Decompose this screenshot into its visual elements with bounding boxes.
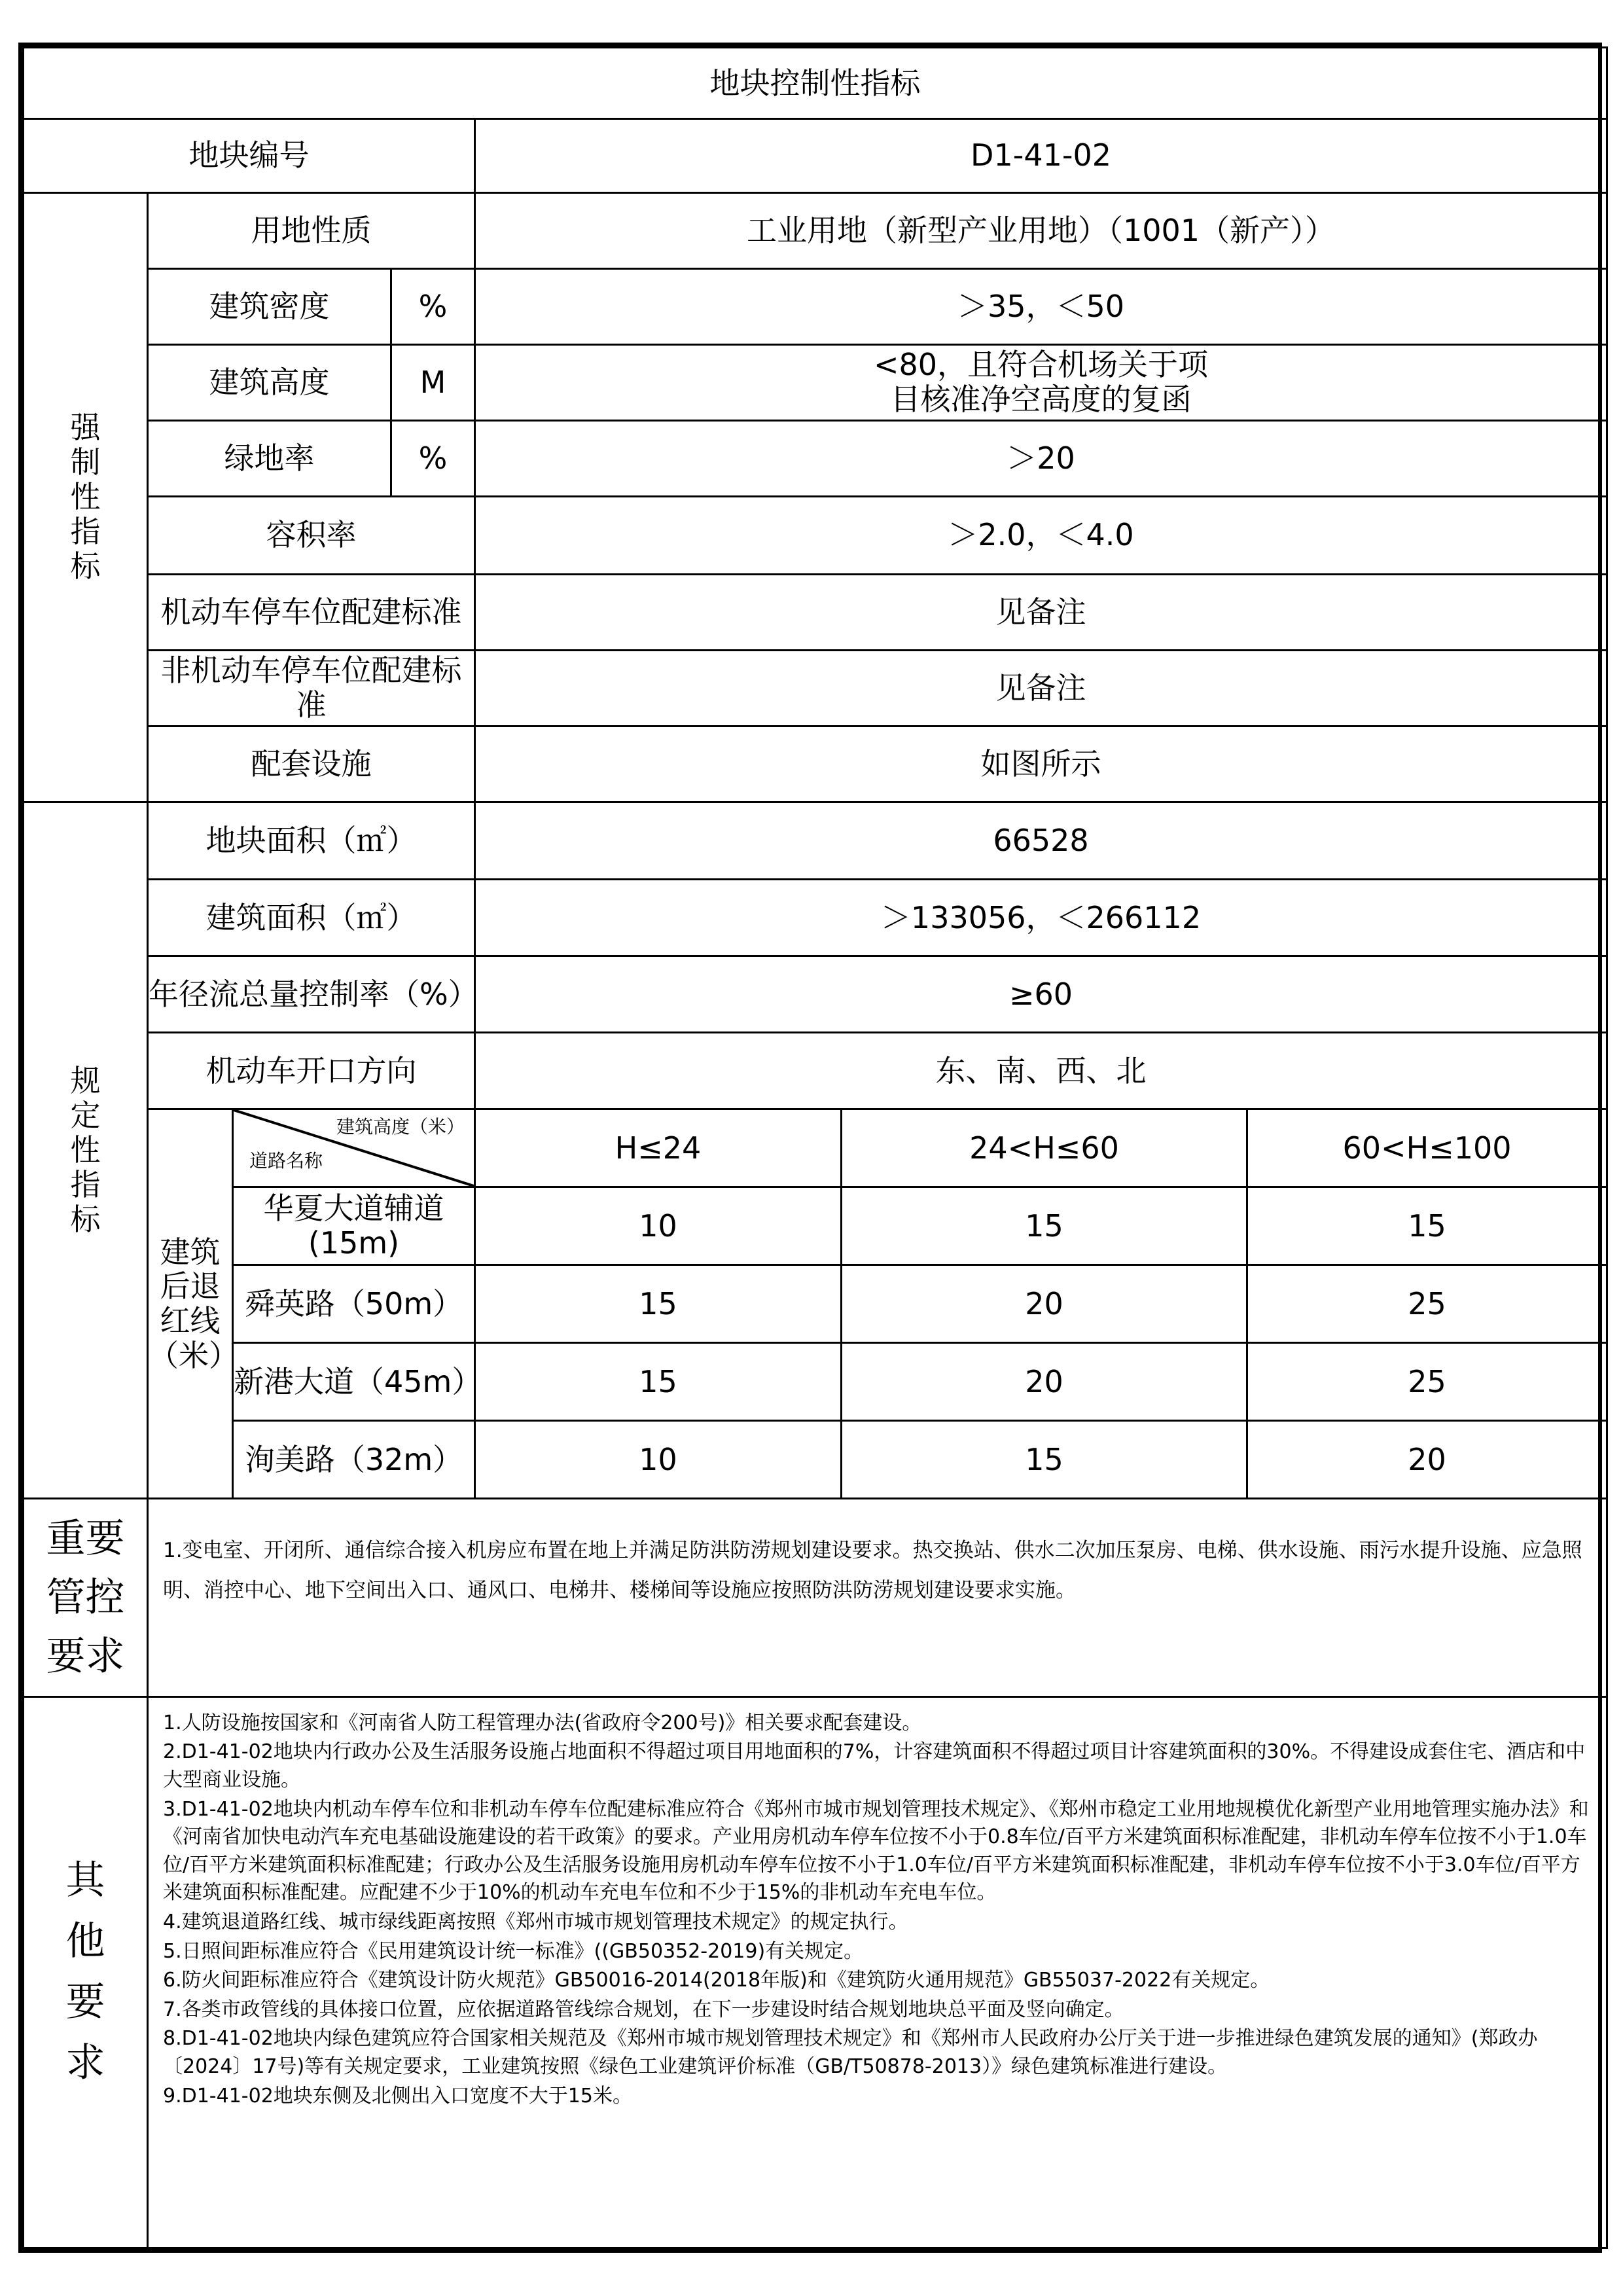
requirement-item: 2.D1-41-02地块内行政办公及生活服务设施占地面积不得超过项目用地面积的7%，计容建筑面积不得超过项目计容建筑面积的30%。不得建设成套住宅、酒店和中大型商业设施。: [163, 1740, 1586, 1792]
major-label-part: 重要: [46, 1516, 125, 1562]
far-label: 容积率: [148, 496, 475, 574]
prescriptive-group-label: [24, 802, 148, 1499]
setback-value: 20: [842, 1343, 1247, 1421]
setback-row: [24, 1265, 1607, 1343]
other-label-char: 他: [65, 1918, 105, 1965]
group-char: 性: [70, 479, 101, 515]
setback-label-part: 后退: [160, 1268, 221, 1304]
setback-value: 25: [1247, 1265, 1607, 1343]
site-area-value: 66528: [475, 802, 1607, 880]
group-char: 标: [70, 1201, 101, 1237]
major-label-part: 管控: [46, 1575, 125, 1621]
setback-row: [24, 1187, 1607, 1265]
requirement-item: 1.人防设施按国家和《河南省人防工程管理办法(省政府令200号)》相关要求配套建设。: [163, 1711, 922, 1734]
setback-col-header: 60<H≤100: [1247, 1109, 1607, 1187]
floor-area-value: ＞133056，＜266112: [475, 880, 1607, 956]
vehicle-access-value: 东、南、西、北: [475, 1033, 1607, 1109]
green-ratio-unit: %: [391, 420, 475, 496]
other-requirements-list: [148, 1696, 1607, 2248]
building-density-value: ＞35，＜50: [475, 268, 1607, 344]
road-axis-label: 道路名称: [249, 1150, 323, 1172]
table-title: 地块控制性指标: [24, 48, 1607, 119]
building-height-line: <80，且符合机场关于项: [873, 347, 1209, 383]
setback-row: [24, 1343, 1607, 1421]
setback-col-header: 24<H≤60: [842, 1109, 1247, 1187]
building-density-label: 建筑密度: [148, 268, 391, 344]
other-requirements-label: [24, 1696, 148, 2248]
setback-value: 10: [475, 1187, 842, 1265]
site-area-label: 地块面积（㎡）: [148, 802, 475, 880]
setback-value: 15: [842, 1187, 1247, 1265]
major-controls-label: [24, 1499, 148, 1697]
group-char: 性: [70, 1132, 101, 1168]
group-char: 规: [70, 1063, 101, 1099]
road-name: 华夏大道辅道(15m): [233, 1187, 475, 1265]
requirement-item: 7.各类市政管线的具体接口位置，应依据道路管线综合规划，在下一步建设时结合规划地块总平面及竖向确定。: [163, 1998, 1124, 2021]
building-density-unit: %: [391, 268, 475, 344]
motor-parking-value: 见备注: [475, 574, 1607, 650]
control-index-table: [22, 46, 1608, 2249]
facilities-value: 如图所示: [475, 726, 1607, 802]
group-char: 制: [70, 444, 101, 480]
setback-header-diagonal: [233, 1109, 475, 1187]
requirement-item: 8.D1-41-02地块内绿色建筑应符合国家相关规范及《郑州市城市规划管理技术规定》和《郑州市人民政府办公厅关于进一步推进绿色建筑发展的通知》(郑政办〔2024〕17号)等有关规定要求，工业建筑按照《绿色工业建筑评价标准（GB/T50878-2013）》绿色建筑标准进行建设。: [163, 2027, 1538, 2078]
setback-label-part: 红线: [160, 1303, 221, 1339]
setback-value: 20: [1247, 1421, 1607, 1499]
requirement-item: 5.日照间距标准应符合《民用建筑设计统一标准》((GB50352-2019)有关规定。: [163, 1939, 864, 1963]
setback-value: 15: [475, 1343, 842, 1421]
setback-value: 10: [475, 1421, 842, 1499]
mandatory-group-label: [24, 192, 148, 802]
nonmotor-parking-label: 非机动车停车位配建标准: [148, 650, 475, 726]
other-label-char: 要: [65, 1979, 105, 2026]
requirement-item: 6.防火间距标准应符合《建筑设计防火规范》GB50016-2014(2018年版)和《建筑防火通用规范》GB55037-2022有关规定。: [163, 1969, 1270, 1992]
group-char: 指: [70, 1166, 101, 1202]
requirement-item: 9.D1-41-02地块东侧及北侧出入口宽度不大于15米。: [163, 2084, 632, 2108]
building-height-unit: M: [391, 344, 475, 420]
group-char: 定: [70, 1098, 101, 1134]
floor-area-label: 建筑面积（㎡）: [148, 880, 475, 956]
far-value: ＞2.0，＜4.0: [475, 496, 1607, 574]
group-char: 强: [70, 410, 101, 446]
facilities-label: 配套设施: [148, 726, 475, 802]
setback-value: 15: [1247, 1187, 1607, 1265]
setback-row: [24, 1421, 1607, 1499]
major-controls-text: 1.变电室、开闭所、通信综合接入机房应布置在地上并满足防洪防涝规划建设要求。热交换站、供水二次加压泵房、电梯、供水设施、雨污水提升设施、应急照明、消控中心、地下空间出入口、通风口、电梯井、楼梯间等设施应按照防洪防涝规划建设要求实施。: [148, 1499, 1607, 1697]
control-index-sheet: [18, 43, 1602, 2253]
land-use-label: 用地性质: [148, 192, 475, 268]
setback-col-header: H≤24: [475, 1109, 842, 1187]
building-height-value: [475, 344, 1607, 420]
setback-value: 25: [1247, 1343, 1607, 1421]
setback-label-part: （米）: [149, 1338, 239, 1374]
setback-value: 15: [475, 1265, 842, 1343]
group-char: 标: [70, 548, 101, 584]
setback-label: [148, 1109, 239, 1499]
other-label-char: 其: [65, 1857, 105, 1904]
height-axis-label: 建筑高度（米）: [336, 1116, 465, 1138]
vehicle-access-label: 机动车开口方向: [148, 1033, 475, 1109]
requirement-item: 3.D1-41-02地块内机动车停车位和非机动车停车位配建标准应符合《郑州市城市规划管理技术规定》、《郑州市稳定工业用地规模优化新型产业用地管理实施办法》和《河南省加快电动汽车充电基础设施建设的若干政策》的要求。产业用房机动车停车位按不小于0.8车位/百平方米建筑面积标准配建，非机动车停车位按不小于1.0车位/百平方米建筑面积标准配建；行政办公及生活服务设施用房机动车停车位按不小于1.0车位/百平方米建筑面积标准配建，非机动车停车位按不小于3.0车位/百平方米建筑面积标准配建。应配建不少于10%的机动车充电车位和不少于15%的非机动车充电车位。: [163, 1797, 1589, 1905]
parcel-number-value: D1-41-02: [475, 118, 1607, 192]
land-use-value: 工业用地（新型产业用地）（1001（新产））: [475, 192, 1607, 268]
road-name: 舜英路（50m）: [233, 1265, 475, 1343]
setback-label-part: 建筑: [160, 1234, 221, 1270]
runoff-control-value: ≥60: [475, 956, 1607, 1033]
road-name: 洵美路（32m）: [233, 1421, 475, 1499]
major-label-part: 要求: [46, 1634, 125, 1680]
setback-value: 20: [842, 1265, 1247, 1343]
green-ratio-value: ＞20: [475, 420, 1607, 496]
motor-parking-label: 机动车停车位配建标准: [148, 574, 475, 650]
runoff-control-label: 年径流总量控制率（%）: [148, 956, 475, 1033]
road-name: 新港大道（45m）: [233, 1343, 475, 1421]
building-height-label: 建筑高度: [148, 344, 391, 420]
setback-value: 15: [842, 1421, 1247, 1499]
nonmotor-parking-value: 见备注: [475, 650, 1607, 726]
building-height-line: 目核准净空高度的复函: [890, 382, 1192, 418]
green-ratio-label: 绿地率: [148, 420, 391, 496]
other-label-char: 求: [65, 2040, 105, 2087]
requirement-item: 4.建筑退道路红线、城市绿线距离按照《郑州市城市规划管理技术规定》的规定执行。: [163, 1910, 908, 1933]
parcel-number-label: 地块编号: [24, 118, 475, 192]
group-char: 指: [70, 514, 101, 550]
